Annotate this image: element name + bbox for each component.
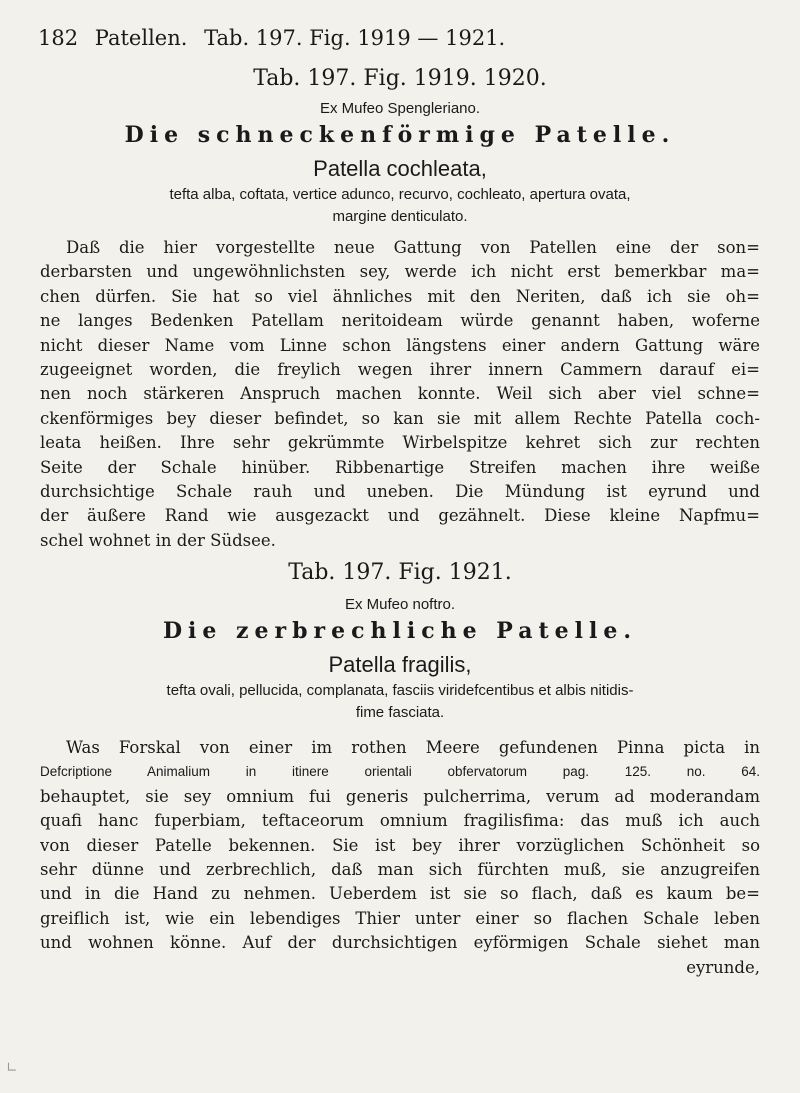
text-line: ckenförmiges bey dieser befindet, so kan sie mit allem Rechte Patella coch- xyxy=(40,408,760,428)
entry1-diagnosis-line-2: margine denticulato. xyxy=(332,208,468,225)
text-line: der äußere Rand wie ausgezackt und gezähnelt. Diese kleine Napfmu= xyxy=(40,506,760,526)
text-line: nicht dieser Name vom Linne schon längstens einer andern Gattung wäre xyxy=(40,335,760,355)
text-line: durchsichtige Schale rauh und uneben. Die Mündung ist eyrund und xyxy=(40,482,760,502)
text-line: und wohnen könne. Auf der durchsichtigen eyförmigen Schale siehet man xyxy=(40,933,760,953)
running-head xyxy=(38,26,515,50)
entry2-description xyxy=(40,736,760,980)
entry2-german-title: Die zerbrechliche Patelle. xyxy=(162,618,638,644)
entry1-latin-title: Patella cochleata, xyxy=(313,156,487,181)
page-number: 182 xyxy=(38,26,79,50)
text-line: sehr dünne und zerbrechlich, daß man sich fürchten muß, sie anzugreifen xyxy=(40,860,760,880)
entry1-diagnosis-line-1: tefta alba, coftata, vertice adunco, recurvo, cochleato, apertura ovata, xyxy=(169,186,631,203)
text-line: quafi hanc fuperbiam, teftaceorum omnium fragilisfima: das muß ich auch xyxy=(40,811,760,831)
text-line: Seite der Schale hinüber. Ribbenartige Streifen machen ihre weiße xyxy=(40,457,760,477)
text-line: derbarsten und ungewöhnlichsten sey, werde ich nicht erst bemerkbar ma= xyxy=(40,262,760,282)
text-line: leata heißen. Ihre sehr gekrümmte Wirbelspitze kehret sich zur rechten xyxy=(40,433,760,453)
entry1-source: Ex Mufeo Spengleriano. xyxy=(319,100,481,117)
entry2-latin-title: Patella fragilis, xyxy=(328,652,472,677)
text-line: greiflich ist, wie ein lebendiges Thier unter einer so flachen Schale leben xyxy=(40,908,760,928)
entry1-description xyxy=(40,236,760,553)
text-line: Defcriptione Animalium in itinere orientali obfervatorum pag. 125. no. 64. xyxy=(40,764,760,780)
entry2-diagnosis-line-1: tefta ovali, pellucida, complanata, fasciis viridefcentibus et albis nitidis- xyxy=(166,682,634,699)
text-line: nen noch stärkeren Anspruch machen konnte. Weil sich aber viel schne= xyxy=(40,384,760,404)
entry2-diagnosis-line-2: fime fasciata. xyxy=(355,704,445,721)
text-line: ne langes Bedenken Patellam neritoideam würde genannt haben, woferne xyxy=(40,311,760,331)
text-line: Daß die hier vorgestellte neue Gattung von Patellen eine der son= xyxy=(66,238,760,257)
entry2-heading: Tab. 197. Fig. 1921. xyxy=(288,560,512,585)
entry1-german-title: Die schneckenförmige Patelle. xyxy=(124,122,676,148)
text-line: und in die Hand zu nehmen. Ueberdem ist sie so flach, daß es kaum be= xyxy=(40,884,760,904)
margin-mark: ∟ xyxy=(6,1060,18,1076)
entry2-source: Ex Mufeo noftro. xyxy=(344,596,456,613)
entry1-heading: Tab. 197. Fig. 1919. 1920. xyxy=(253,66,547,91)
text-line: schel wohnet in der Südsee. xyxy=(40,530,276,550)
text-line: chen dürfen. Sie hat so viel ähnliches mit den Neriten, daß ich sie oh= xyxy=(40,286,760,306)
text-line: zugeeignet worden, die freylich wegen ihrer innern Cammern darauf ei= xyxy=(40,360,760,380)
figure-reference: Tab. 197. Fig. 1919 — 1921. xyxy=(204,26,506,50)
catchword: eyrunde, xyxy=(686,957,760,977)
text-line: von dieser Patelle bekennen. Sie ist bey ihrer vorzüglichen Schönheit so xyxy=(40,835,760,855)
section-title: Patellen. xyxy=(94,26,188,50)
text-line: Was Forskal von einer im rothen Meere gefundenen Pinna picta in xyxy=(66,738,760,757)
text-line: behauptet, sie sey omnium fui generis pulcherrima, verum ad moderandam xyxy=(40,786,760,806)
